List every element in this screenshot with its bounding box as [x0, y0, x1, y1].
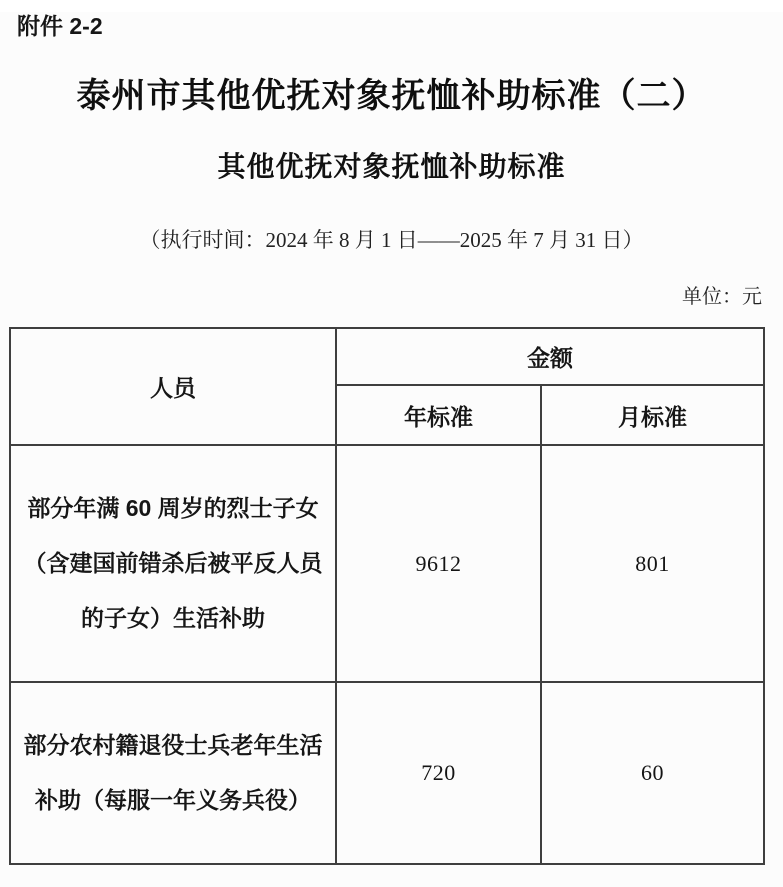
attachment-label: 附件 2-2: [17, 13, 103, 39]
unit-note: 单位：元: [682, 286, 762, 308]
person-text-line: 部分年满 60 周岁的烈士子女: [27, 495, 319, 521]
column-header-year-standard: 年标准: [336, 385, 541, 445]
column-header-month-standard: 月标准: [541, 385, 764, 445]
person-text-line: 的子女）生活补助: [81, 605, 265, 631]
table-row: [10, 682, 764, 864]
person-cell: [10, 682, 336, 864]
subsidy-standard-table: [9, 327, 765, 865]
column-header-person: 人员: [10, 328, 336, 445]
year-standard-value: 9612: [336, 445, 541, 682]
person-text-line: （含建国前错杀后被平反人员: [23, 550, 323, 576]
person-cell: [10, 445, 336, 682]
year-standard-value: 720: [336, 682, 541, 864]
effective-period: （执行时间：2024 年 8 月 1 日——2025 年 7 月 31 日）: [139, 228, 644, 252]
document-subtitle: 其他优抚对象抚恤补助标准: [217, 152, 566, 183]
month-standard-value: 60: [541, 682, 764, 864]
column-header-amount: 金额: [336, 328, 764, 385]
document-title: 泰州市其他优抚对象抚恤补助标准（二）: [76, 78, 707, 115]
table-header-row-amount: [10, 328, 764, 385]
month-standard-value: 801: [541, 445, 764, 682]
table-row: [10, 445, 764, 682]
person-text-line: 补助（每服一年义务兵役）: [35, 787, 311, 813]
person-text-line: 部分农村籍退役士兵老年生活: [23, 732, 323, 758]
